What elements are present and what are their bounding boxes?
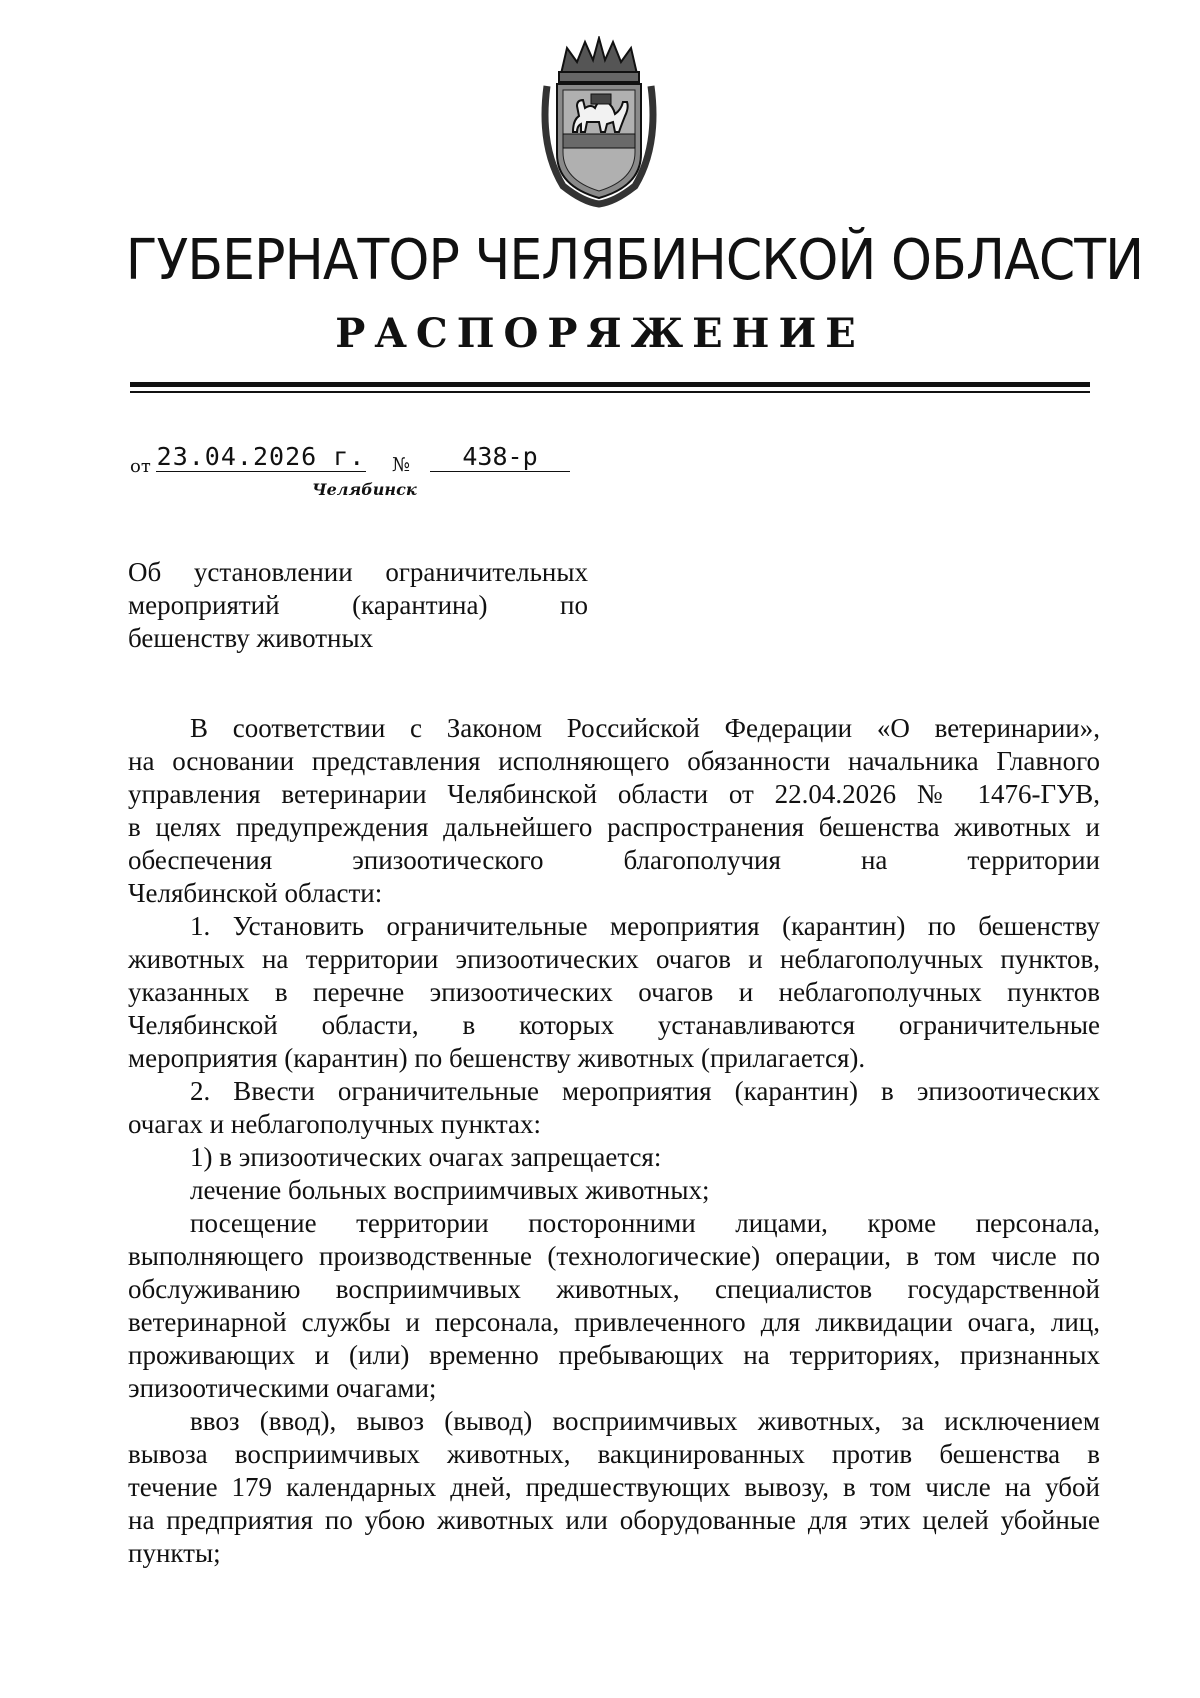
body-line: обслуживанию восприимчивых животных, специалистов государственной: [128, 1274, 1100, 1304]
subject-line: мероприятий (карантина) по: [128, 590, 588, 620]
body-line: обеспечения эпизоотического благополучия на территории: [128, 845, 1100, 875]
subject-line: Об установлении ограничительных: [128, 557, 588, 587]
body-line: на предприятия по убою животных или оборудованные для этих целей убойные: [128, 1505, 1100, 1535]
body-line: ветеринарной службы и персонала, привлеченного для ликвидации очага, лиц,: [128, 1307, 1100, 1337]
subject-line: бешенству животных: [128, 623, 374, 653]
body-line: лечение больных восприимчивых животных;: [190, 1175, 710, 1205]
body-line: проживающих и (или) временно пребывающих на территориях, признанных: [128, 1340, 1100, 1370]
authority-title: ГУБЕРНАТОР ЧЕЛЯБИНСКОЙ ОБЛАСТИ: [125, 228, 1144, 293]
document-subject: [128, 556, 588, 655]
document-type: РАСПОРЯЖЕНИЕ: [335, 310, 865, 357]
document-date: 23.04.2026 г.: [156, 442, 366, 471]
body-line: ввоз (ввод), вывоз (вывод) восприимчивых животных, за исключением: [190, 1406, 1100, 1436]
body-line: В соответствии с Законом Российской Федерации «О ветеринарии»,: [190, 713, 1100, 743]
body-line: 1) в эпизоотических очагах запрещается:: [190, 1142, 662, 1172]
body-line: животных на территории эпизоотических очагов и неблагополучных пунктов,: [128, 944, 1100, 974]
registration-row: [130, 442, 690, 476]
body-line: посещение территории посторонними лицами, кроме персонала,: [190, 1208, 1100, 1238]
date-prefix: от: [130, 456, 151, 477]
document-city: Челябинск: [312, 480, 417, 499]
coat-of-arms-icon: [533, 36, 665, 208]
header-rule-thin: [130, 391, 1090, 393]
document-body: [128, 712, 1100, 1570]
body-line: Челябинской области:: [128, 878, 383, 908]
header-rule-thick: [130, 382, 1090, 387]
body-line: мероприятия (карантин) по бешенству животных (прилагается).: [128, 1043, 866, 1073]
number-sign: №: [392, 454, 410, 476]
body-line: 2. Ввести ограничительные мероприятия (карантин) в эпизоотических: [190, 1076, 1100, 1106]
body-line: 1. Установить ограничительные мероприятия (карантин) по бешенству: [190, 911, 1100, 941]
document-number: 438-р: [430, 442, 570, 472]
body-line: Челябинской области, в которых устанавливаются ограничительные: [128, 1010, 1100, 1040]
body-line: на основании представления исполняющего обязанности начальника Главного: [128, 746, 1100, 776]
body-line: в целях предупреждения дальнейшего распространения бешенства животных и: [128, 812, 1100, 842]
body-line: пункты;: [128, 1538, 221, 1568]
body-line: вывоза восприимчивых животных, вакцинированных против бешенства в: [128, 1439, 1100, 1469]
body-line: эпизоотическими очагами;: [128, 1373, 437, 1403]
body-line: течение 179 календарных дней, предшествующих вывозу, в том числе на убой: [128, 1472, 1100, 1502]
body-line: управления ветеринарии Челябинской области от 22.04.2026 № 1476-ГУВ,: [128, 779, 1100, 809]
body-line: очагах и неблагополучных пунктах:: [128, 1109, 541, 1139]
body-line: выполняющего производственные (технологические) операции, в том числе по: [128, 1241, 1100, 1271]
body-line: указанных в перечне эпизоотических очагов и неблагополучных пунктов: [128, 977, 1100, 1007]
